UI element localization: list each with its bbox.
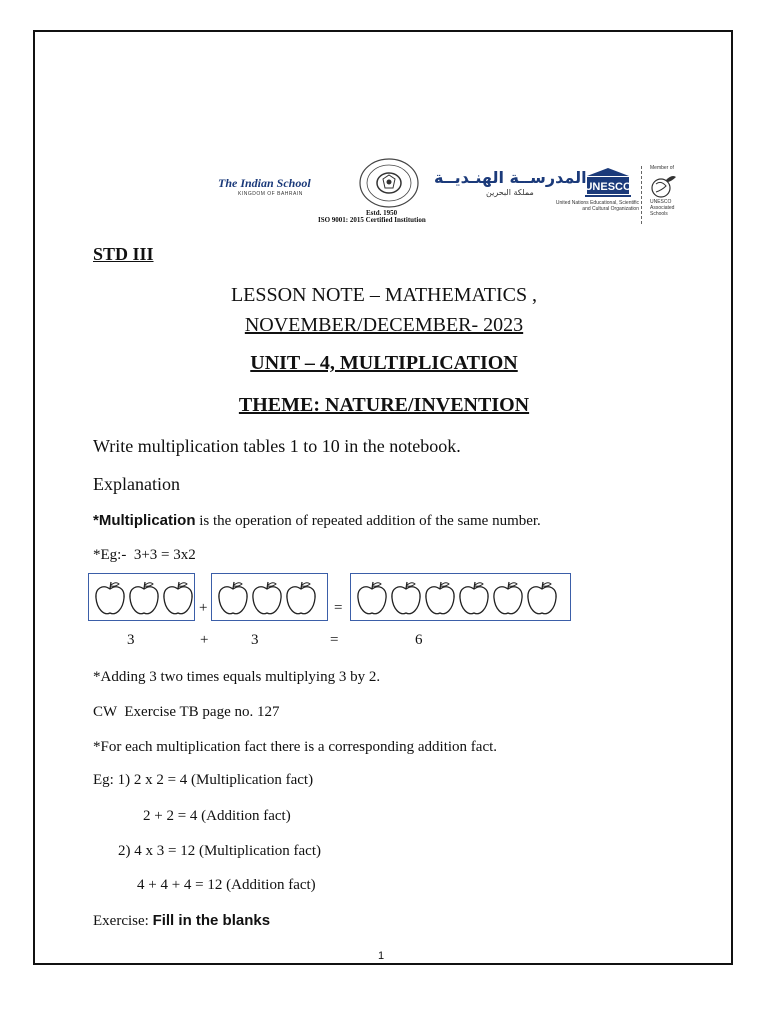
definition-rest: is the operation of repeated addition of the same number. (195, 513, 541, 529)
apple-icon (216, 580, 250, 623)
apple-icon (161, 580, 195, 623)
example-2-addition: 4 + 4 + 4 = 12 (Addition fact) (137, 877, 316, 893)
svg-text:UNESCO: UNESCO (584, 181, 632, 193)
instruction-text: Write multiplication tables 1 to 10 in the notebook. (93, 436, 461, 456)
example-1-addition: 2 + 2 = 4 (Addition fact) (143, 808, 291, 824)
kingdom-label-ar: مملكة البحرين (486, 188, 534, 197)
explanation-heading: Explanation (93, 474, 180, 494)
caption-a: 3 (127, 632, 135, 648)
example-2: 2) 4 x 3 = 12 (Multiplication fact) (118, 843, 321, 859)
apple-icon (93, 580, 127, 623)
apple-row (351, 574, 570, 623)
exercise-task: Fill in the blanks (152, 912, 271, 929)
definition-paragraph (93, 512, 541, 530)
apple-group-box (350, 573, 571, 621)
fact-note: *For each multiplication fact there is a corresponding addition fact. (93, 739, 498, 755)
apple-icon (457, 580, 491, 623)
caption-plus: + (200, 632, 209, 648)
caption-equals: = (330, 632, 339, 648)
caption-b: 3 (251, 632, 259, 648)
apple-group-box (88, 573, 195, 621)
school-seal-icon (357, 157, 421, 209)
aspnet-logo-icon (648, 172, 678, 200)
apple-icon (127, 580, 161, 623)
established-year: Estd. 1950 (366, 209, 398, 217)
apple-icon (250, 580, 284, 623)
standard-label: STD III (93, 244, 154, 264)
page-number: 1 (378, 950, 385, 962)
apple-group-box (211, 573, 328, 621)
unesco-caption: United Nations Educational, Scientific and Cultural Organization (555, 200, 639, 212)
exercise-label: Exercise: (93, 913, 153, 929)
kingdom-label-en: KINGDOM OF BAHRAIN (238, 191, 303, 197)
apple-icon (491, 580, 525, 623)
logo-divider (641, 166, 642, 224)
associated-schools-caption: UNESCO Associated Schools (650, 199, 675, 217)
classwork-note: CW Exercise TB page no. 127 (93, 704, 280, 720)
school-name-en: The Indian School (218, 176, 311, 190)
example-line: *Eg:- 3+3 = 3x2 (93, 547, 196, 563)
apple-icon (284, 580, 318, 623)
apple-row (89, 574, 194, 623)
lesson-title: LESSON NOTE – MATHEMATICS , (230, 284, 538, 306)
caption-result: 6 (415, 632, 423, 648)
equals-sign: = (334, 600, 343, 616)
apple-icon (389, 580, 423, 623)
adding-note: *Adding 3 two times equals multiplying 3 by 2. (93, 669, 381, 685)
school-name-ar: المدرســة الهنـديــة (434, 168, 587, 187)
plus-sign: + (199, 600, 208, 616)
exercise-line (93, 912, 270, 930)
unit-heading: UNIT – 4, MULTIPLICATION (250, 352, 518, 374)
member-of-label: Member of (650, 165, 674, 171)
example-1: Eg: 1) 2 x 2 = 4 (Multiplication fact) (93, 772, 314, 788)
definition-term: *Multiplication (93, 512, 196, 529)
iso-certification: ISO 9001: 2015 Certified Institution (318, 216, 426, 224)
unesco-temple-icon (583, 166, 633, 198)
apple-icon (525, 580, 559, 623)
apple-icon (423, 580, 457, 623)
theme-heading: THEME: NATURE/INVENTION (238, 394, 530, 416)
lesson-period: NOVEMBER/DECEMBER- 2023 (244, 314, 524, 336)
apple-icon (355, 580, 389, 623)
apple-row (212, 574, 327, 623)
